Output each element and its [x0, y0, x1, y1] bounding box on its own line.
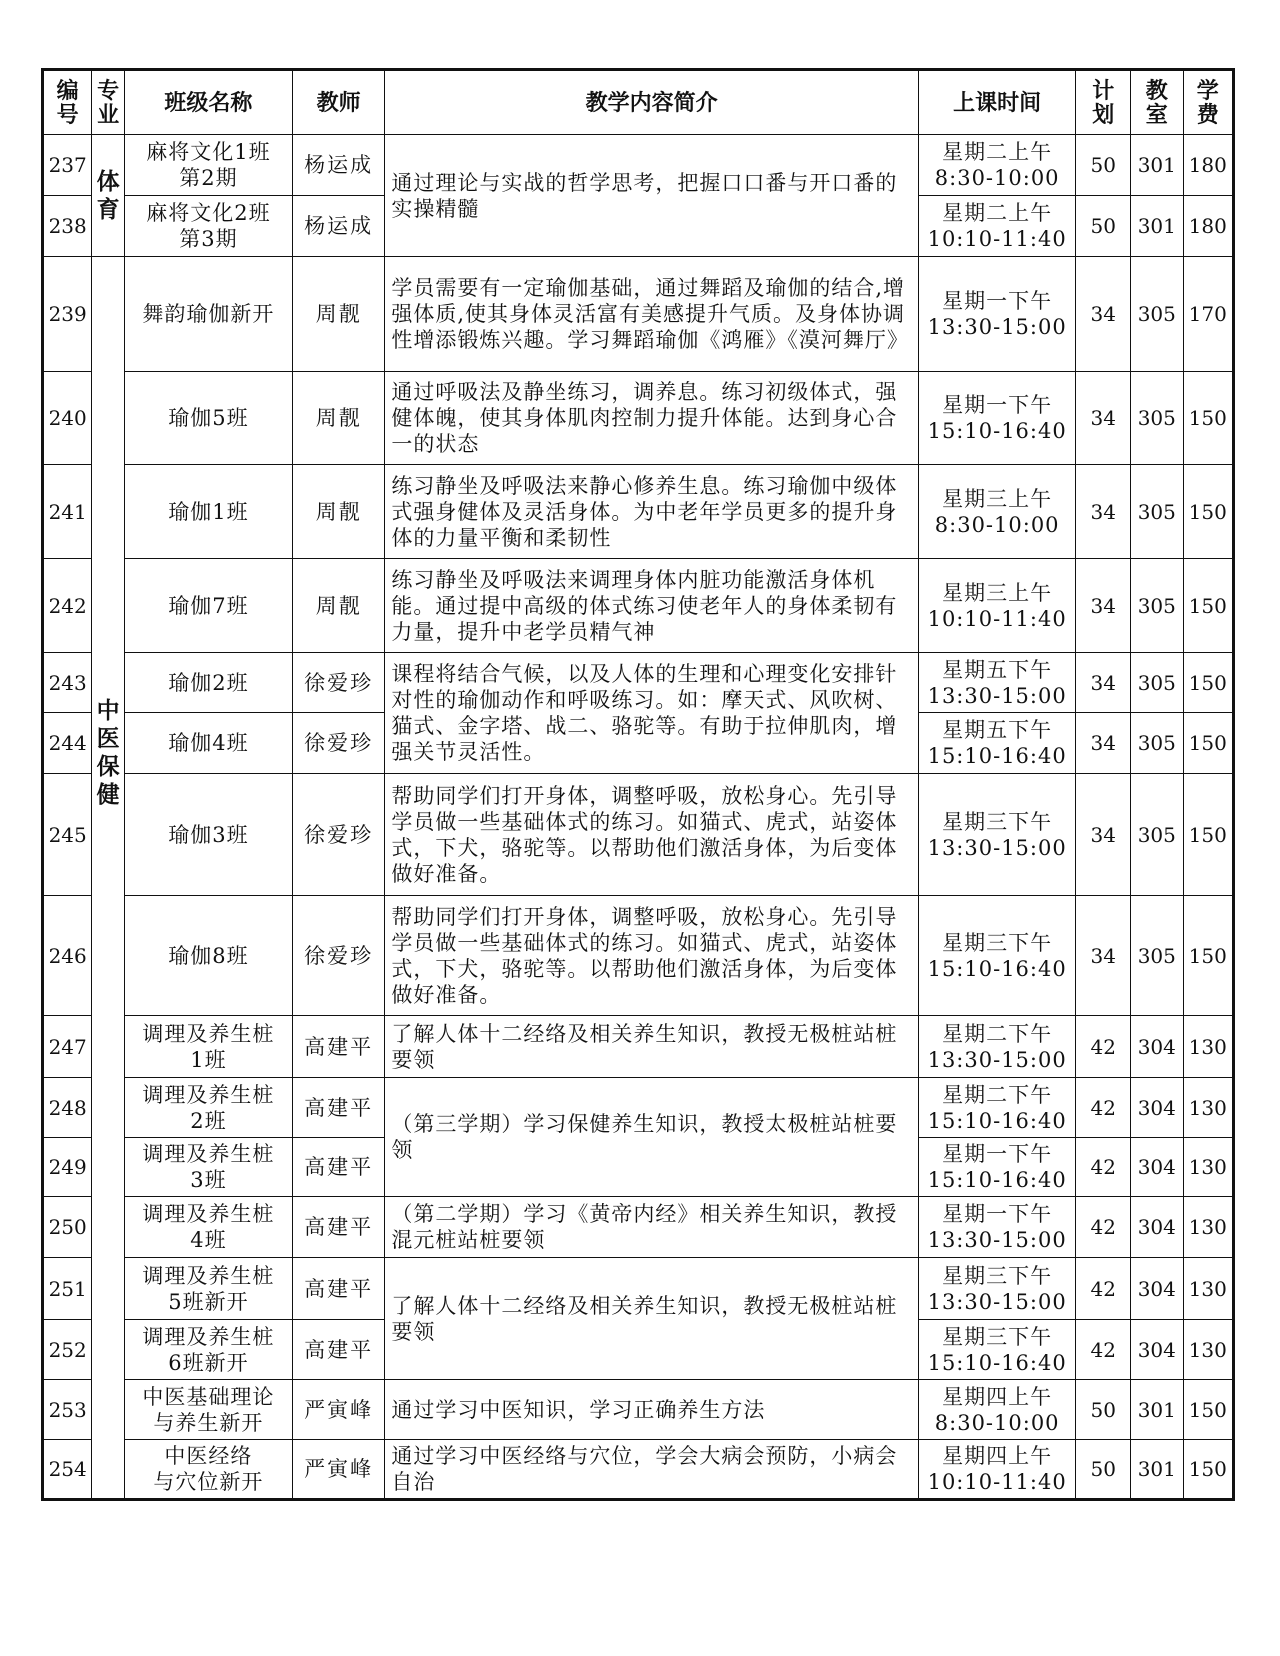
plan-count: 42: [1076, 1320, 1131, 1380]
row-id: 250: [43, 1197, 92, 1258]
row-id: 240: [43, 372, 92, 465]
header-id: 编号: [43, 70, 92, 135]
content-description: （第三学期）学习保健养生知识，教授太极桩站桩要领: [385, 1078, 919, 1197]
content-description: 练习静坐及呼吸法来调理身体内脏功能激活身体机能。通过提中高级的体式练习使老年人的身体柔韧有力量，提升中老学员精气神: [385, 559, 919, 653]
table-row: [43, 1197, 1234, 1258]
classroom: 305: [1131, 372, 1184, 465]
content-description: 通过理论与实战的哲学思考，把握口口番与开口番的实操精髓: [385, 135, 919, 257]
content-description: 了解人体十二经络及相关养生知识，教授无极桩站桩要领: [385, 1258, 919, 1380]
class-name: 调理及养生桩 4班: [124, 1197, 292, 1258]
classroom: 304: [1131, 1016, 1184, 1078]
content-description: 帮助同学们打开身体，调整呼吸，放松身心。先引导学员做一些基础体式的练习。如猫式、虎式，站姿体式，下犬，骆驼等。以帮助他们激活身体，为后变体做好准备。: [385, 896, 919, 1016]
table-body: [43, 135, 1234, 1500]
header-class-name: 班级名称: [124, 70, 292, 135]
table-row: [43, 1078, 1234, 1138]
subject-cell: [92, 257, 125, 1500]
content-description: 通过呼吸法及静坐练习，调养息。练习初级体式，强健体魄，使其身体肌肉控制力提升体能。达到身心合一的状态: [385, 372, 919, 465]
tuition-fee: 130: [1183, 1197, 1233, 1258]
row-id: 244: [43, 713, 92, 774]
plan-count: 34: [1076, 465, 1131, 559]
classroom: 305: [1131, 257, 1184, 372]
teacher-name: 严寅峰: [292, 1440, 384, 1500]
class-time: 星期五下午 15:10-16:40: [918, 713, 1076, 774]
teacher-name: 杨运成: [292, 135, 384, 196]
class-name: 舞韵瑜伽新开: [124, 257, 292, 372]
tuition-fee: 150: [1183, 896, 1233, 1016]
class-name: 调理及养生桩 2班: [124, 1078, 292, 1138]
plan-count: 50: [1076, 135, 1131, 196]
teacher-name: 周靓: [292, 465, 384, 559]
class-name: 调理及养生桩 1班: [124, 1016, 292, 1078]
plan-count: 42: [1076, 1078, 1131, 1138]
class-name: 瑜伽8班: [124, 896, 292, 1016]
plan-count: 42: [1076, 1016, 1131, 1078]
plan-count: 42: [1076, 1197, 1131, 1258]
teacher-name: 严寅峰: [292, 1380, 384, 1440]
class-time: 星期四上午 10:10-11:40: [918, 1440, 1076, 1500]
header-subject: 专业: [92, 70, 125, 135]
class-time: 星期一下午 15:10-16:40: [918, 1138, 1076, 1197]
teacher-name: 高建平: [292, 1197, 384, 1258]
class-time: 星期三上午 8:30-10:00: [918, 465, 1076, 559]
row-id: 252: [43, 1320, 92, 1380]
teacher-name: 高建平: [292, 1016, 384, 1078]
class-name: 瑜伽2班: [124, 653, 292, 713]
classroom: 304: [1131, 1197, 1184, 1258]
plan-count: 34: [1076, 559, 1131, 653]
teacher-name: 徐爱珍: [292, 896, 384, 1016]
content-description: 通过学习中医经络与穴位，学会大病会预防，小病会自治: [385, 1440, 919, 1500]
plan-count: 50: [1076, 1440, 1131, 1500]
table-row: [43, 774, 1234, 896]
tuition-fee: 150: [1183, 465, 1233, 559]
class-name: 瑜伽7班: [124, 559, 292, 653]
class-name: 瑜伽4班: [124, 713, 292, 774]
plan-count: 34: [1076, 372, 1131, 465]
table-row: [43, 465, 1234, 559]
class-name: 调理及养生桩 6班新开: [124, 1320, 292, 1380]
table-row: [43, 559, 1234, 653]
teacher-name: 高建平: [292, 1138, 384, 1197]
content-description: 练习静坐及呼吸法来静心修养生息。练习瑜伽中级体式强身健体及灵活身体。为中老年学员更多的提升身体的力量平衡和柔韧性: [385, 465, 919, 559]
table-row: [43, 653, 1234, 713]
row-id: 239: [43, 257, 92, 372]
row-id: 245: [43, 774, 92, 896]
classroom: 301: [1131, 1440, 1184, 1500]
teacher-name: 徐爱珍: [292, 774, 384, 896]
row-id: 247: [43, 1016, 92, 1078]
row-id: 238: [43, 196, 92, 257]
table-row: [43, 1016, 1234, 1078]
row-id: 254: [43, 1440, 92, 1500]
row-id: 246: [43, 896, 92, 1016]
header-room: 教室: [1131, 70, 1184, 135]
header-time: 上课时间: [918, 70, 1076, 135]
class-name: 瑜伽5班: [124, 372, 292, 465]
classroom: 305: [1131, 774, 1184, 896]
teacher-name: 周靓: [292, 559, 384, 653]
row-id: 237: [43, 135, 92, 196]
table-row: [43, 896, 1234, 1016]
plan-count: 34: [1076, 713, 1131, 774]
classroom: 301: [1131, 196, 1184, 257]
tuition-fee: 130: [1183, 1078, 1233, 1138]
class-name: 瑜伽1班: [124, 465, 292, 559]
plan-count: 50: [1076, 1380, 1131, 1440]
tuition-fee: 180: [1183, 196, 1233, 257]
class-time: 星期三上午 10:10-11:40: [918, 559, 1076, 653]
row-id: 249: [43, 1138, 92, 1197]
tuition-fee: 150: [1183, 713, 1233, 774]
teacher-name: 高建平: [292, 1078, 384, 1138]
row-id: 243: [43, 653, 92, 713]
subject-label: 体育: [96, 167, 120, 223]
table-row: [43, 372, 1234, 465]
teacher-name: 徐爱珍: [292, 713, 384, 774]
plan-count: 34: [1076, 896, 1131, 1016]
tuition-fee: 130: [1183, 1138, 1233, 1197]
content-description: （第二学期）学习《黄帝内经》相关养生知识，教授混元桩站桩要领: [385, 1197, 919, 1258]
plan-count: 50: [1076, 196, 1131, 257]
class-time: 星期二上午 8:30-10:00: [918, 135, 1076, 196]
teacher-name: 周靓: [292, 372, 384, 465]
class-time: 星期一下午 13:30-15:00: [918, 257, 1076, 372]
table-row: [43, 1440, 1234, 1500]
content-description: 课程将结合气候，以及人体的生理和心理变化安排针对性的瑜伽动作和呼吸练习。如：摩天式、风吹树、猫式、金字塔、战二、骆驼等。有助于拉伸肌肉，增强关节灵活性。: [385, 653, 919, 774]
plan-count: 42: [1076, 1258, 1131, 1320]
table-row: [43, 1380, 1234, 1440]
class-time: 星期二下午 13:30-15:00: [918, 1016, 1076, 1078]
header-fee: 学费: [1183, 70, 1233, 135]
plan-count: 34: [1076, 653, 1131, 713]
class-time: 星期一下午 13:30-15:00: [918, 1197, 1076, 1258]
tuition-fee: 130: [1183, 1016, 1233, 1078]
tuition-fee: 170: [1183, 257, 1233, 372]
plan-count: 34: [1076, 774, 1131, 896]
tuition-fee: 150: [1183, 372, 1233, 465]
teacher-name: 高建平: [292, 1320, 384, 1380]
classroom: 301: [1131, 135, 1184, 196]
header-content: 教学内容简介: [385, 70, 919, 135]
classroom: 305: [1131, 896, 1184, 1016]
class-time: 星期四上午 8:30-10:00: [918, 1380, 1076, 1440]
classroom: 304: [1131, 1320, 1184, 1380]
subject-label: 中医保健: [96, 697, 120, 808]
class-name: 麻将文化2班 第3期: [124, 196, 292, 257]
table-row: [43, 135, 1234, 196]
content-description: 学员需要有一定瑜伽基础，通过舞蹈及瑜伽的结合,增强体质,使其身体灵活富有美感提升气质。及身体协调性增添锻炼兴趣。学习舞蹈瑜伽《鸿雁》《漠河舞厅》: [385, 257, 919, 372]
classroom: 304: [1131, 1078, 1184, 1138]
class-time: 星期三下午 13:30-15:00: [918, 774, 1076, 896]
tuition-fee: 130: [1183, 1258, 1233, 1320]
class-time: 星期一下午 15:10-16:40: [918, 372, 1076, 465]
header-teacher: 教师: [292, 70, 384, 135]
row-id: 242: [43, 559, 92, 653]
tuition-fee: 150: [1183, 653, 1233, 713]
plan-count: 42: [1076, 1138, 1131, 1197]
class-name: 瑜伽3班: [124, 774, 292, 896]
content-description: 帮助同学们打开身体，调整呼吸，放松身心。先引导学员做一些基础体式的练习。如猫式、虎式，站姿体式，下犬，骆驼等。以帮助他们激活身体，为后变体做好准备。: [385, 774, 919, 896]
teacher-name: 高建平: [292, 1258, 384, 1320]
teacher-name: 杨运成: [292, 196, 384, 257]
header-plan: 计划: [1076, 70, 1131, 135]
class-time: 星期三下午 13:30-15:00: [918, 1258, 1076, 1320]
content-description: 通过学习中医知识，学习正确养生方法: [385, 1380, 919, 1440]
classroom: 304: [1131, 1258, 1184, 1320]
class-name: 调理及养生桩 5班新开: [124, 1258, 292, 1320]
course-table: [41, 68, 1235, 1501]
row-id: 241: [43, 465, 92, 559]
row-id: 253: [43, 1380, 92, 1440]
row-id: 248: [43, 1078, 92, 1138]
row-id: 251: [43, 1258, 92, 1320]
header-row: [43, 70, 1234, 135]
class-name: 中医基础理论 与养生新开: [124, 1380, 292, 1440]
teacher-name: 周靓: [292, 257, 384, 372]
classroom: 305: [1131, 465, 1184, 559]
class-name: 调理及养生桩 3班: [124, 1138, 292, 1197]
teacher-name: 徐爱珍: [292, 653, 384, 713]
classroom: 301: [1131, 1380, 1184, 1440]
class-time: 星期二下午 15:10-16:40: [918, 1078, 1076, 1138]
tuition-fee: 150: [1183, 1440, 1233, 1500]
class-time: 星期三下午 15:10-16:40: [918, 896, 1076, 1016]
tuition-fee: 150: [1183, 1380, 1233, 1440]
tuition-fee: 150: [1183, 559, 1233, 653]
table-row: [43, 1258, 1234, 1320]
classroom: 305: [1131, 713, 1184, 774]
class-time: 星期五下午 13:30-15:00: [918, 653, 1076, 713]
tuition-fee: 150: [1183, 774, 1233, 896]
classroom: 305: [1131, 653, 1184, 713]
class-name: 中医经络 与穴位新开: [124, 1440, 292, 1500]
tuition-fee: 130: [1183, 1320, 1233, 1380]
plan-count: 34: [1076, 257, 1131, 372]
class-name: 麻将文化1班 第2期: [124, 135, 292, 196]
content-description: 了解人体十二经络及相关养生知识，教授无极桩站桩要领: [385, 1016, 919, 1078]
table-row: [43, 257, 1234, 372]
class-time: 星期二上午 10:10-11:40: [918, 196, 1076, 257]
subject-cell: [92, 135, 125, 257]
classroom: 305: [1131, 559, 1184, 653]
tuition-fee: 180: [1183, 135, 1233, 196]
class-time: 星期三下午 15:10-16:40: [918, 1320, 1076, 1380]
classroom: 304: [1131, 1138, 1184, 1197]
